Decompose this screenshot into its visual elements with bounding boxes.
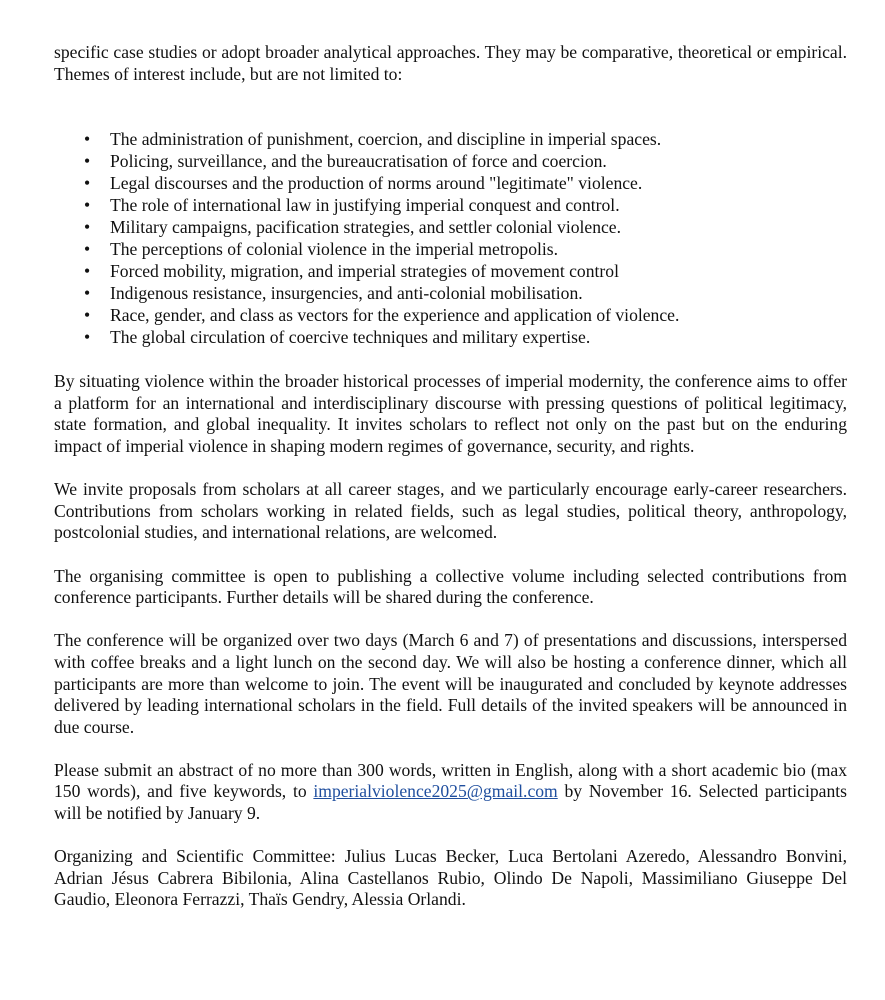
bullet-icon: • — [84, 261, 91, 282]
themes-list — [54, 128, 847, 348]
list-item — [54, 172, 847, 194]
list-item-text: Policing, surveillance, and the bureaucratisation of force and coercion. — [110, 151, 607, 172]
list-item — [54, 238, 847, 260]
list-item — [54, 150, 847, 172]
submission-text: Please submit an abstract of no more than 300 words, written in English, along with a short academic bio (max 150 words), and five keywords, to — [54, 759, 847, 802]
aims-paragraph: By situating violence within the broader historical processes of imperial modernity, the conference aims to offer a platform for an international and interdisciplinary discourse with pressing questions of political legitimacy, state formation, and global inequality. It invites scholars to reflect not only on the past but on the enduring impact of imperial violence in shaping modern regimes of governance, security, and rights. — [54, 371, 847, 456]
schedule-paragraph: The conference will be organized over two days (March 6 and 7) of presentations and discussions, interspersed with coffee breaks and a light lunch on the second day. We will also be hosting a conference dinner, which all participants are more than welcome to join. The event will be inaugurated and concluded by keynote addresses delivered by leading international scholars in the field. Full details of the invited speakers will be announced in due course. — [54, 630, 847, 737]
submission-deadline-text: by November 16. Selected participants will be notified by January 9. — [54, 781, 847, 824]
bullet-icon: • — [84, 283, 91, 304]
list-item-text: The global circulation of coercive techniques and military expertise. — [110, 327, 591, 348]
list-item-text: Indigenous resistance, insurgencies, and anti-colonial mobilisation. — [110, 283, 583, 304]
bullet-icon: • — [84, 151, 91, 172]
list-item-text: Military campaigns, pacification strategies, and settler colonial violence. — [110, 217, 622, 238]
invitation-paragraph: We invite proposals from scholars at all career stages, and we particularly encourage early-career researchers. Contributions from scholars working in related fields, such as legal studies, political theory, anthropology, postcolonial studies, and international relations, are welcomed. — [54, 479, 847, 543]
intro-paragraph: specific case studies or adopt broader analytical approaches. They may be comparative, theoretical or empirical. Themes of interest include, but are not limited to: — [54, 42, 847, 84]
list-item — [54, 128, 847, 150]
list-item-text: The role of international law in justifying imperial conquest and control. — [110, 195, 620, 216]
list-item — [54, 216, 847, 238]
bullet-icon: • — [84, 239, 91, 260]
bullet-icon: • — [84, 173, 91, 194]
list-item — [54, 304, 847, 326]
list-item-text: The administration of punishment, coercion, and discipline in imperial spaces. — [110, 129, 662, 150]
bullet-icon: • — [84, 217, 91, 238]
list-item — [54, 194, 847, 216]
bullet-icon: • — [84, 195, 91, 216]
list-item — [54, 326, 847, 348]
list-item-text: Forced mobility, migration, and imperial strategies of movement control — [110, 261, 619, 282]
submission-paragraph — [54, 760, 847, 825]
list-item-text: The perceptions of colonial violence in the imperial metropolis. — [110, 239, 559, 260]
publication-paragraph: The organising committee is open to publishing a collective volume including selected contributions from conference participants. Further details will be shared during the conference. — [54, 565, 847, 608]
list-item — [54, 260, 847, 282]
bullet-icon: • — [84, 327, 91, 348]
bullet-icon: • — [84, 129, 91, 150]
committee-paragraph: Organizing and Scientific Committee: Julius Lucas Becker, Luca Bertolani Azeredo, Alessandro Bonvini, Adrian Jésus Cabrera Bibilonia, Alina Castellanos Rubio, Olindo De Napoli, Massimiliano Giuseppe Del Gaudio, Eleonora Ferrazzi, Thaïs Gendry, Alessia Orlandi. — [54, 846, 847, 910]
submission-email-link[interactable]: imperialviolence2025@gmail.com — [313, 781, 558, 802]
list-item-text: Legal discourses and the production of norms around "legitimate" violence. — [110, 173, 643, 194]
list-item — [54, 282, 847, 304]
bullet-icon: • — [84, 305, 91, 326]
list-item-text: Race, gender, and class as vectors for the experience and application of violence. — [110, 305, 680, 326]
